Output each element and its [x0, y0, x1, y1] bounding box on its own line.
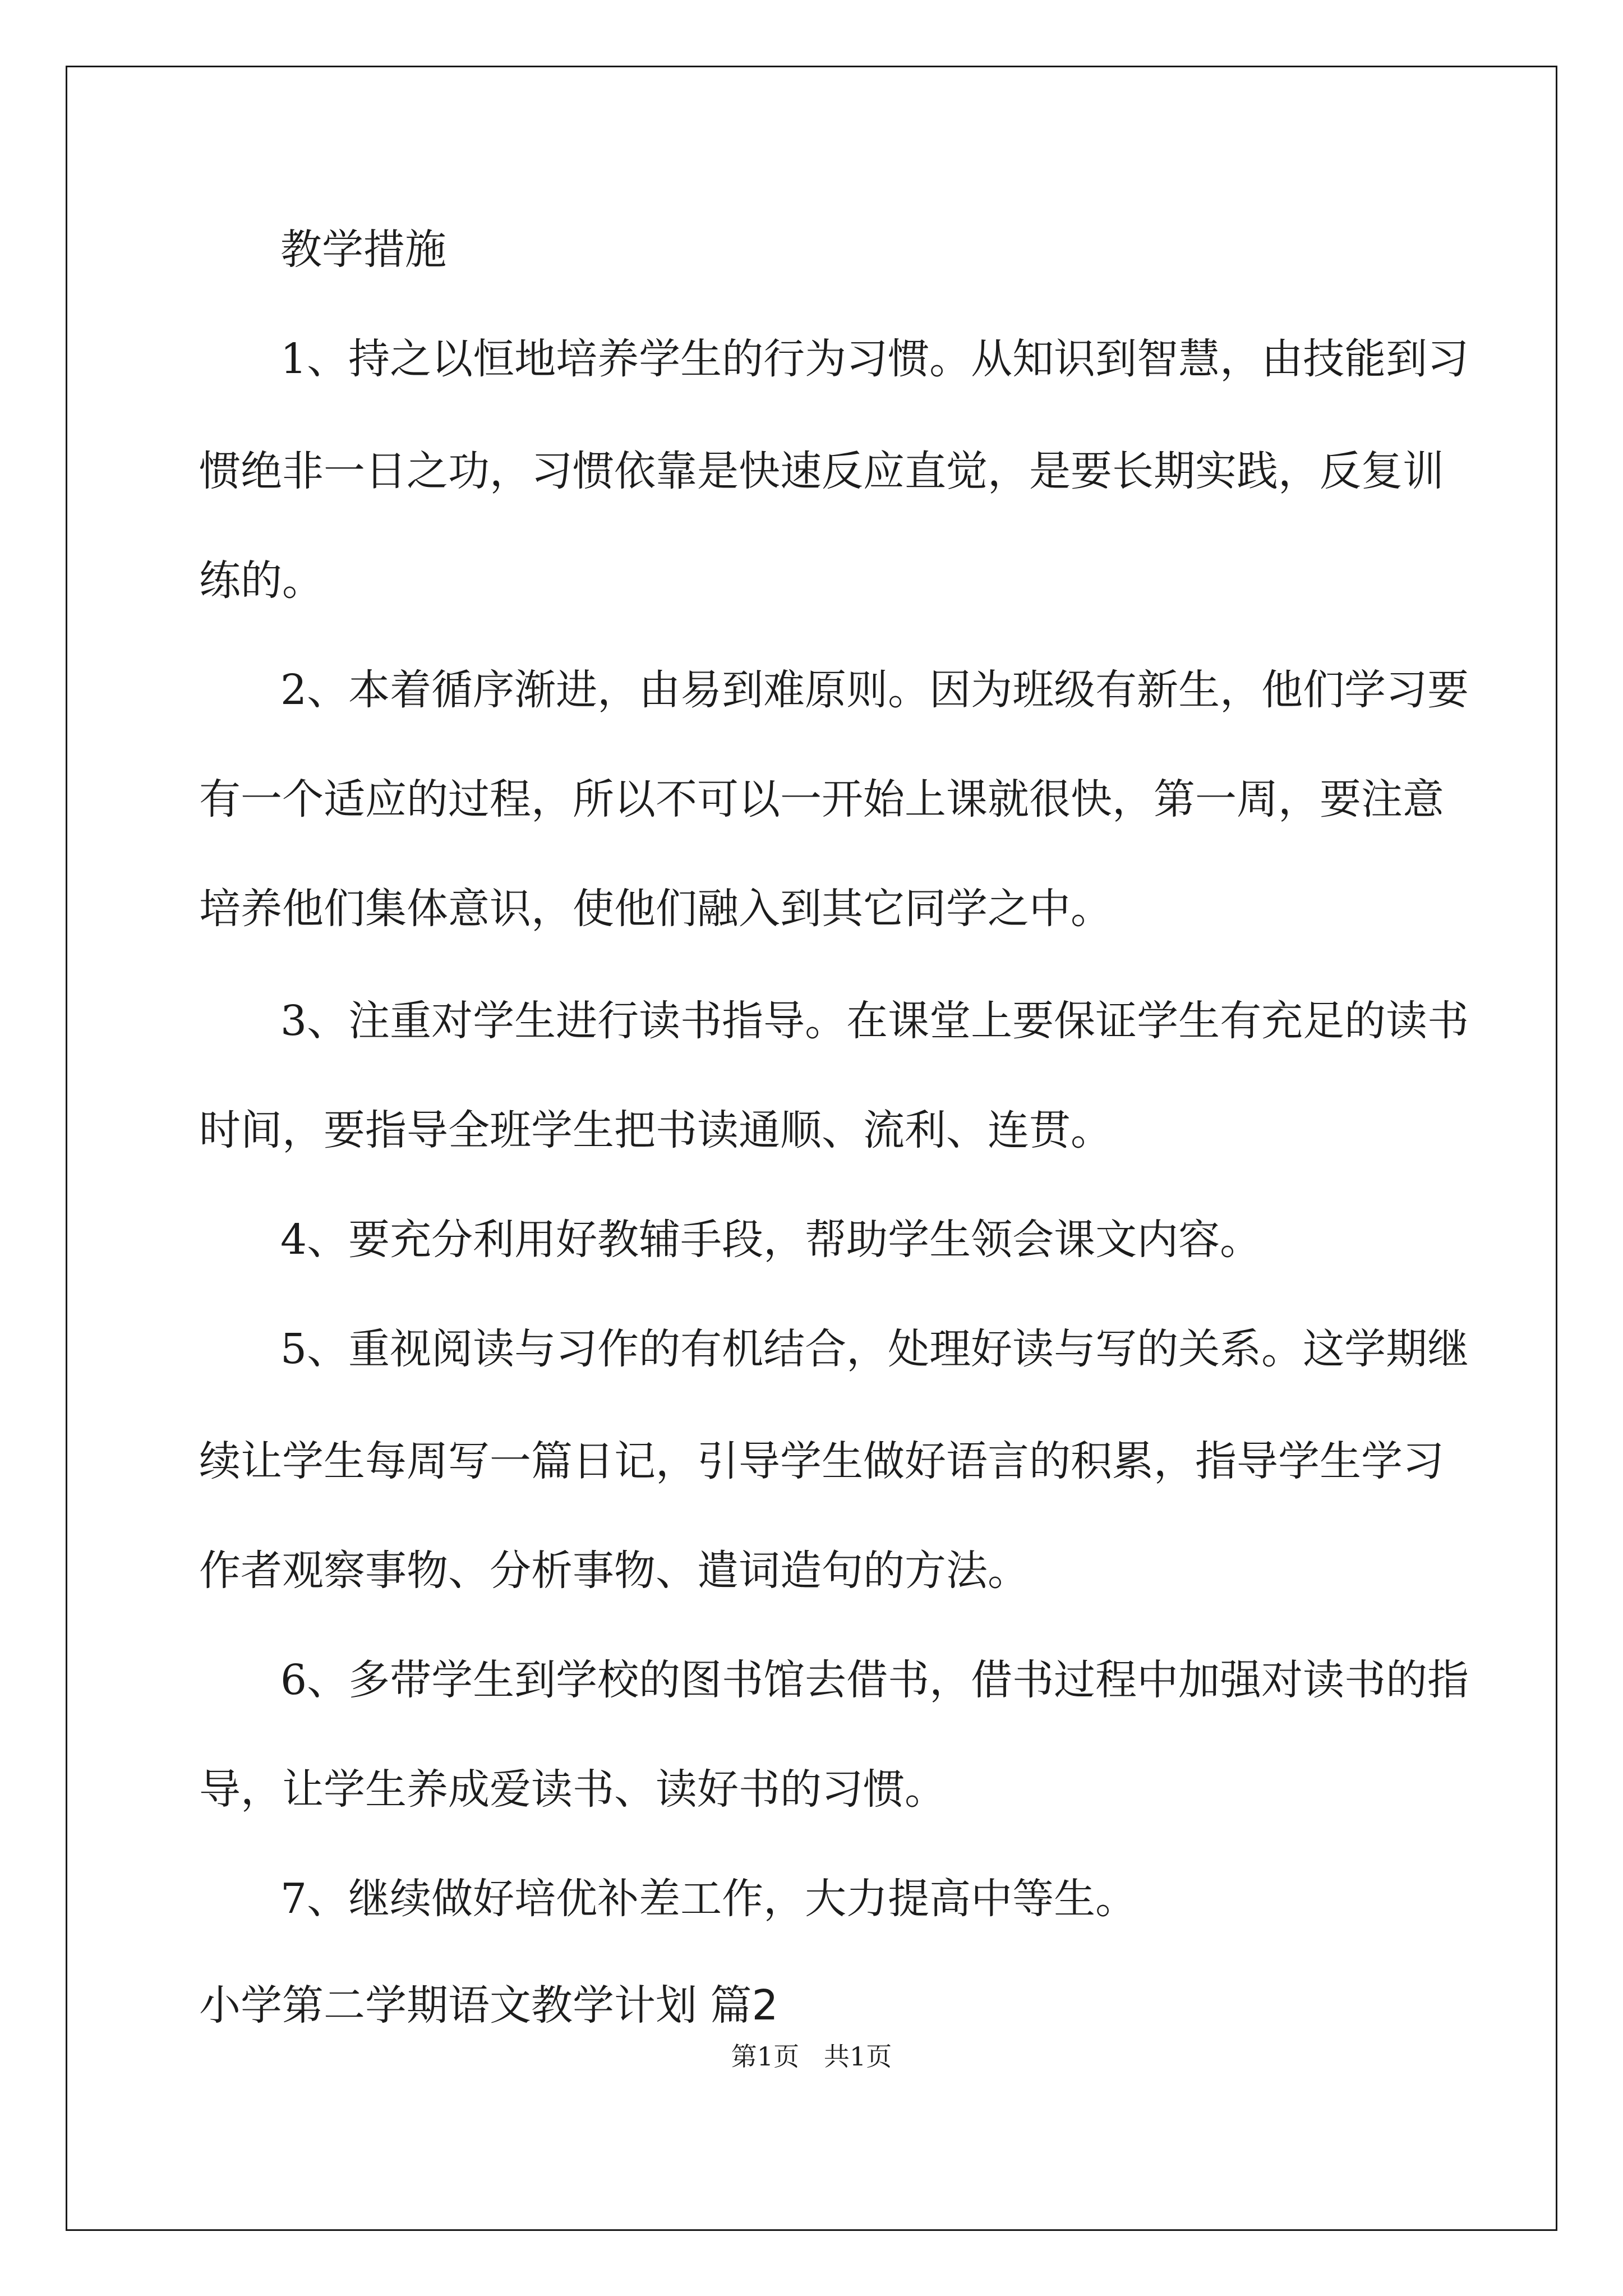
section-heading: 教学措施: [280, 226, 446, 274]
paragraph-line: 续让学生每周写一篇日记，引导学生做好语言的积累，指导学生学习: [199, 1437, 1444, 1485]
paragraph-line: 2、本着循序渐进，由易到难原则。因为班级有新生，他们学习要: [280, 666, 1469, 714]
paragraph-line: 7、继续做好培优补差工作，大力提高中等生。: [280, 1875, 1137, 1923]
paragraph-line: 导，让学生养成爱读书、读好书的习惯。: [199, 1765, 946, 1814]
paragraph-line: 有一个适应的过程，所以不可以一开始上课就很快，第一周，要注意: [199, 775, 1444, 823]
paragraph-line: 惯绝非一日之功，习惯依靠是快速反应直觉，是要长期实践，反复训: [199, 447, 1444, 495]
paragraph-line: 6、多带学生到学校的图书馆去借书，借书过程中加强对读书的指: [280, 1656, 1469, 1704]
paragraph-line: 4、要充分利用好教辅手段，帮助学生领会课文内容。: [280, 1216, 1262, 1264]
paragraph-line: 培养他们集体意识，使他们融入到其它同学之中。: [199, 885, 1112, 933]
page-number: 第1页 共1页: [731, 2041, 892, 2072]
section-title: 小学第二学期语文教学计划 篇2: [199, 1981, 778, 2030]
paragraph-line: 1、持之以恒地培养学生的行为习惯。从知识到智慧，由技能到习: [280, 335, 1469, 383]
paragraph-line: 作者观察事物、分析事物、遣词造句的方法。: [199, 1547, 1029, 1595]
paragraph-line: 时间，要指导全班学生把书读通顺、流利、连贯。: [199, 1106, 1112, 1154]
paragraph-line: 5、重视阅读与习作的有机结合，处理好读与写的关系。这学期继: [280, 1325, 1469, 1373]
paragraph-line: 练的。: [199, 556, 324, 605]
paragraph-line: 3、注重对学生进行读书指导。在课堂上要保证学生有充足的读书: [280, 997, 1469, 1045]
